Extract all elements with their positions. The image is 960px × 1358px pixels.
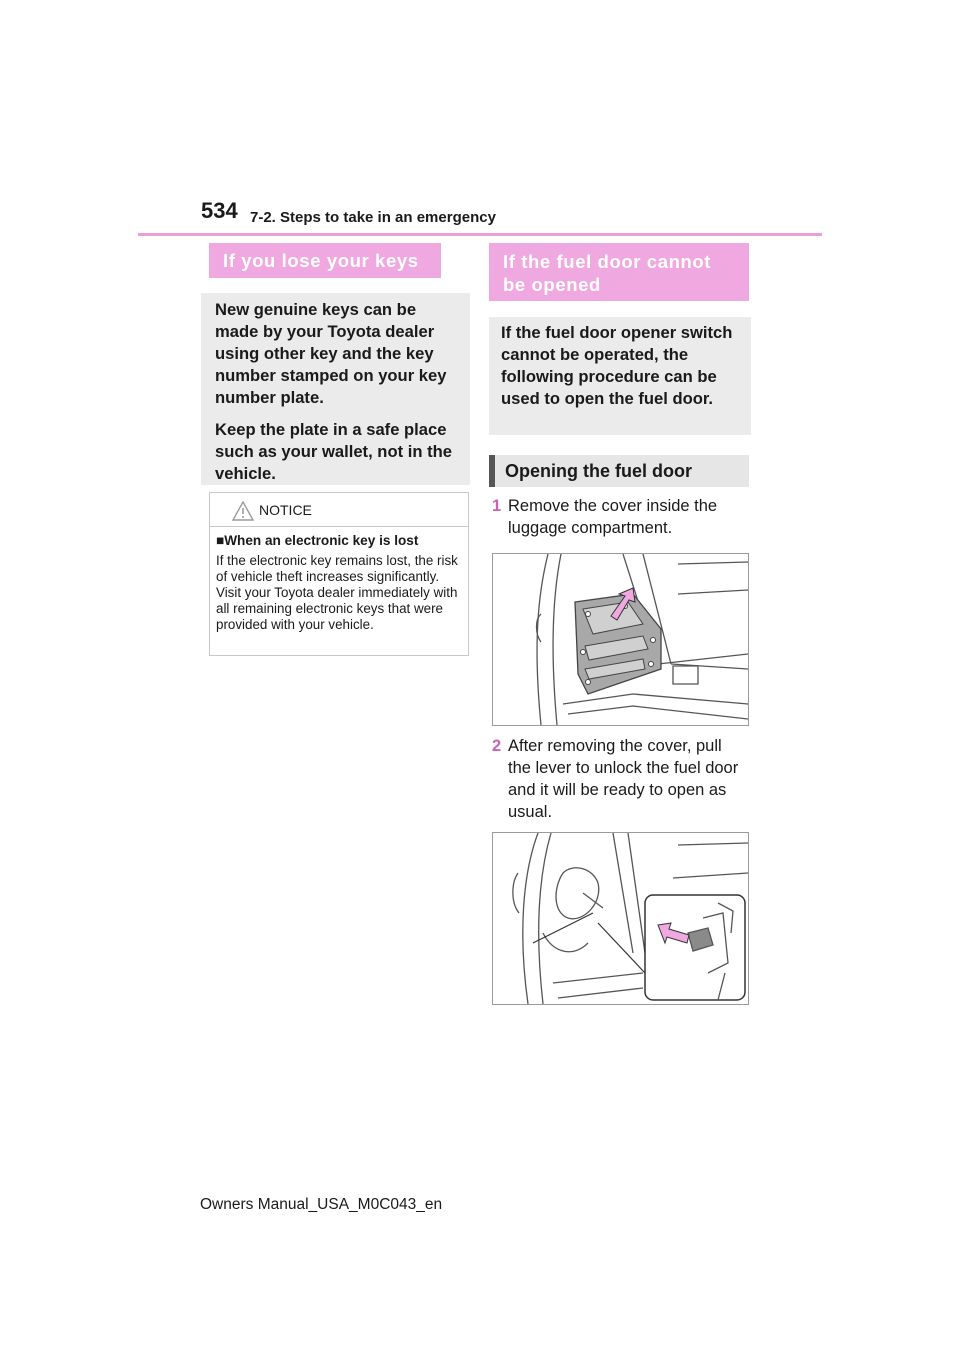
step-text: Remove the cover inside the luggage compartment.: [508, 497, 718, 537]
step-number: 2: [492, 737, 502, 755]
section-heading-fuel-door: [489, 243, 749, 301]
header-rule: [138, 233, 822, 236]
notice-header: [210, 493, 468, 527]
figure-remove-cover: [492, 553, 749, 726]
warning-triangle-icon: [232, 501, 254, 524]
subsection-heading: [489, 455, 749, 487]
figure-pull-lever: [492, 832, 749, 1005]
section-heading-lost-keys: [209, 243, 441, 278]
chapter-title: 7-2. Steps to take in an emergency: [250, 209, 496, 226]
step-number: 1: [492, 497, 502, 515]
section-heading-line-1: If the fuel door cannot: [503, 251, 712, 272]
step-2: [492, 735, 750, 825]
subsection-heading-text: Opening the fuel door: [505, 461, 692, 481]
section-heading-text: If you lose your keys: [223, 250, 419, 271]
fuel-door-lever-illustration: [493, 833, 748, 1004]
page-number: 534: [201, 198, 238, 223]
step-text: After removing the cover, pull the lever to unlock the fuel door and it will be ready to open as usual.: [508, 737, 739, 821]
fuel-door-intro-text: If the fuel door opener switch cannot be operated, the following procedure can be used to open the fuel door.: [501, 323, 733, 408]
notice-title: ■When an electronic key is lost: [216, 533, 419, 548]
luggage-compartment-illustration: [493, 554, 748, 725]
section-heading-line-2: be opened: [503, 274, 601, 295]
notice-content: [210, 527, 468, 639]
intro-paragraph-2: Keep the plate in a safe place such as your wallet, not in the vehicle.: [215, 420, 452, 483]
notice-label: NOTICE: [259, 502, 312, 518]
notice-box: [209, 492, 469, 656]
footer-text: Owners Manual_USA_M0C043_en: [200, 1196, 443, 1213]
fuel-door-intro-box: [489, 317, 751, 435]
intro-paragraph-1: New genuine keys can be made by your Toyota dealer using other key and the key number stamped on your key number plate.: [215, 300, 447, 407]
notice-text: If the electronic key remains lost, the risk of vehicle theft increases significantly. Visit your Toyota dealer immediately with all remaining electronic keys that were provided with your vehicle.: [216, 553, 458, 632]
lost-keys-intro-box: [201, 293, 470, 485]
step-1: [492, 495, 750, 545]
